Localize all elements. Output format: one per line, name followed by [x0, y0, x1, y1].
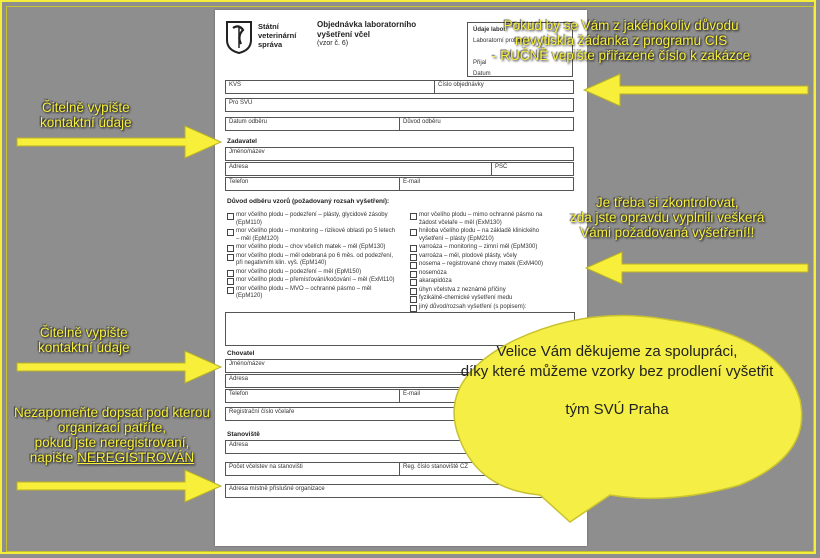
checkbox-item[interactable]: mor včelího plodu – podezření – měl (EpM150): [227, 269, 397, 277]
form-subtitle: (vzor č. 6): [317, 40, 349, 47]
submitter-email-field[interactable]: E-mail: [399, 177, 574, 191]
thanks-line: Velice Vám děkujeme za spolupráci,: [496, 343, 738, 360]
org-address-field[interactable]: Adresa místně příslušné organizace: [225, 484, 574, 498]
checkbox-item[interactable]: mor včelího plodu – chov včelích matek – měl (EpM130): [227, 244, 397, 252]
kvs-field[interactable]: KVS: [225, 80, 435, 94]
title-line: Objednávka laboratorního: [317, 20, 417, 29]
callout-line: organizací patříte,: [57, 420, 166, 435]
org-line: Státní: [258, 22, 279, 31]
keeper-section-label: Chovatel: [227, 350, 255, 357]
submitter-section-label: Zadavatel: [227, 138, 257, 145]
checkbox-item[interactable]: varroáza – monitoring – zimní měl (EpM300): [410, 244, 560, 252]
org-line: správa: [258, 40, 283, 49]
callout-keyword: NEREGISTROVÁN: [77, 450, 195, 465]
callout-line: Nezapomeňte dopsat pod kterou: [14, 405, 210, 420]
site-section-label: Stanoviště: [227, 431, 260, 438]
callout-line: kontaktní údaje: [40, 115, 132, 130]
keeper-address-field[interactable]: Adresa: [225, 374, 574, 388]
callout-line: kontaktní údaje: [38, 340, 130, 355]
site-registration-field[interactable]: Reg. číslo stanoviště CZ: [399, 462, 574, 476]
sampling-reason-field[interactable]: Důvod odběru: [399, 117, 574, 131]
arrow-left-icon: [580, 70, 810, 110]
left-checkbox-list: [227, 212, 397, 302]
signature: tým SVÚ Praha: [565, 401, 669, 418]
reason-header: Důvod odběru vzorů (požadovaný rozsah vyšetření):: [227, 198, 390, 205]
checkbox-item[interactable]: mor včelího plodu – přemísťování/kočování – měl (ExM110): [227, 277, 397, 285]
checkbox-item[interactable]: úhyn včelstva z neznámé příčiny: [410, 287, 560, 295]
checkbox-item[interactable]: nosema – registrované chovy matek (ExM400): [410, 261, 560, 269]
checkbox-item[interactable]: mor včelího plodu – monitoring – rizikové oblasti po 5 letech – měl (EpM120): [227, 228, 397, 243]
callout-manual-number: [492, 18, 750, 63]
order-number-field[interactable]: Číslo objednávky: [434, 80, 574, 94]
callout-organization: [14, 405, 210, 465]
checkbox-item[interactable]: jiný důvod/rozsah vyšetření (s popisem):: [410, 304, 560, 312]
checkbox-item[interactable]: mor včelího plodu – podezření – plásty, glycidové zásoby (EpM110): [227, 212, 397, 227]
callout-contact-submitter: [40, 100, 132, 130]
checkbox-item[interactable]: mor včelího plodu – měl odebraná po 6 měs. od podezření, při negativním klin. vyš. (EpM140): [227, 253, 397, 268]
site-address-field[interactable]: Adresa: [225, 440, 492, 454]
checkbox-item[interactable]: fyzikálně-chemické vyšetření medu: [410, 295, 560, 303]
callout-line: Vámi požadovaná vyšetření!!: [580, 225, 755, 240]
registration-number-field[interactable]: Registrační číslo včelaře: [225, 407, 574, 421]
callout-check-exams: [570, 195, 764, 240]
checkbox-item[interactable]: mor včelího plodu – MVO – ochranné pásmo – měl (EpM120): [227, 286, 397, 301]
callout-prefix: napište: [29, 450, 78, 465]
colonies-count-field[interactable]: Počet včelstev na stanovišti: [225, 462, 400, 476]
callout-line: Pokud by se Vám z jakéhokoliv důvodu: [503, 18, 739, 33]
form-title: [317, 20, 416, 49]
for-svu-field[interactable]: Pro SVÚ: [225, 98, 574, 112]
keeper-email-field[interactable]: E-mail: [399, 389, 574, 403]
callout-line: - RUČNĚ vepište přiřazené číslo k zakázce: [492, 48, 751, 63]
arrow-right-icon: [15, 466, 225, 506]
org-line: veterinární: [258, 31, 297, 40]
callout-line: Čitelně vypište: [39, 325, 128, 340]
received-label: Přijal: [473, 60, 487, 66]
lab-box-heading: Údaje labor: [473, 27, 506, 33]
callout-line: nevytiskla žádanka z programu CIS: [514, 33, 728, 48]
submitter-phone-field[interactable]: Telefon: [225, 177, 400, 191]
keeper-name-field[interactable]: Jméno/název: [225, 359, 574, 373]
checkbox-item[interactable]: nosemóza: [410, 270, 560, 278]
submitter-psc-field[interactable]: PSČ: [491, 162, 574, 176]
callout-contact-keeper: [38, 325, 130, 355]
checkbox-item[interactable]: hniloba včelího plodu – na základě klinického vyšetření – plásty (EpM210): [410, 228, 560, 243]
checkbox-item[interactable]: akarapidóza: [410, 278, 560, 286]
arrow-left-icon: [582, 248, 810, 288]
svs-logo-icon: [225, 20, 253, 54]
lab-protocol-label: Laboratorní protokol: [473, 38, 527, 44]
callout-line: [14, 450, 210, 465]
thanks-message: [452, 342, 782, 420]
date-label: Datum: [473, 71, 491, 77]
submitter-name-field[interactable]: Jméno/název: [225, 147, 574, 161]
checkbox-item[interactable]: varroáza – měl, plodové plásty, včely: [410, 253, 560, 261]
callout-line: Čitelně vypište: [41, 100, 130, 115]
callout-line: Je třeba si zkontrolovat,: [595, 195, 739, 210]
title-line: vyšetření včel: [317, 29, 370, 39]
callout-line: pokud jste neregistrovaní,: [34, 435, 190, 450]
thanks-line: díky které můžeme vzorky bez prodlení vyšetřit: [460, 363, 774, 380]
organization-name: [258, 22, 296, 49]
keeper-phone-field[interactable]: Telefon: [225, 389, 400, 403]
checkbox-item[interactable]: mor včelího plodu – mimo ochranné pásmo na žádost včelaře – měl (ExM130): [410, 212, 560, 227]
sampling-date-field[interactable]: Datum odběru: [225, 117, 400, 131]
callout-line: zda jste opravdu vyplnili veškerá: [570, 210, 765, 225]
submitter-address-field[interactable]: Adresa: [225, 162, 492, 176]
